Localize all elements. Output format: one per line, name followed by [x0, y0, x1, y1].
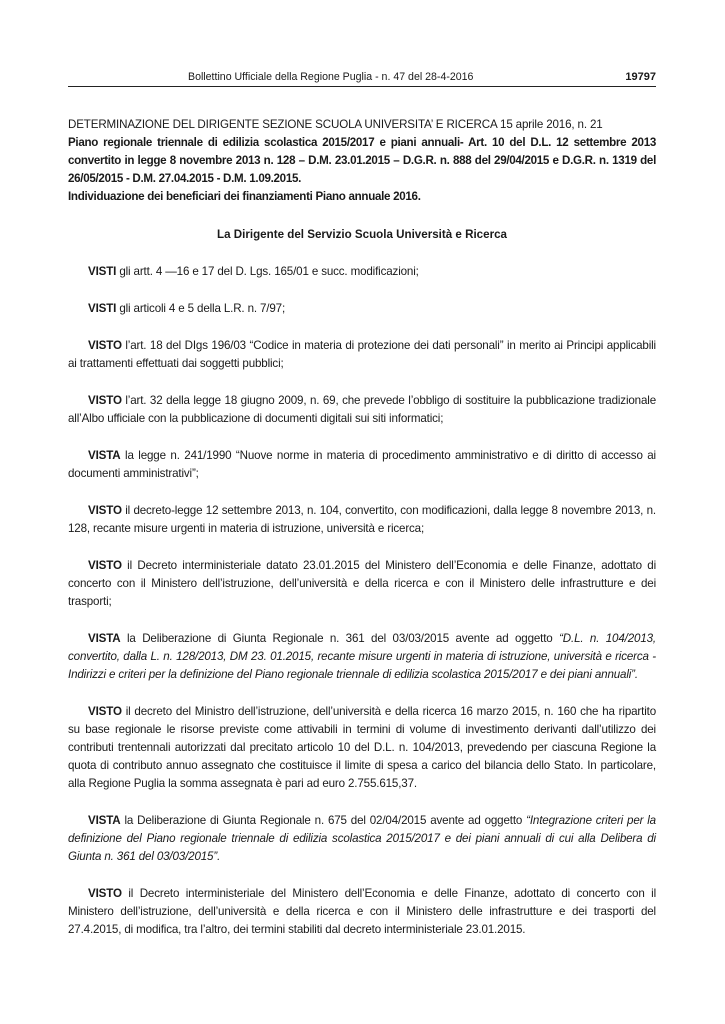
paragraph — [68, 502, 656, 538]
paragraph-text: gli artt. 4 —16 e 17 del D. Lgs. 165/01 e succ. modificazioni; — [116, 265, 419, 278]
paragraph-keyword: VISTI — [88, 302, 117, 315]
paragraph-text: il Decreto interministeriale datato 23.01.2015 del Ministero dell’Economia e delle Finanze, adottato di concerto con il Ministero dell’istruzione, dell’università e della ricerca e con il Ministero delle infrastrutture e dei trasporti; — [68, 559, 656, 608]
paragraph-keyword: VISTO — [88, 339, 122, 352]
paragraph-text: gli articoli 4 e 5 della L.R. n. 7/97; — [116, 302, 286, 315]
paragraph-text: l’art. 18 del DIgs 196/03 “Codice in materia di protezione dei dati personali” in merito ai Principi applicabili ai trattamenti effettuati dai soggetti pubblici; — [68, 339, 656, 370]
paragraph-keyword: VISTI — [88, 265, 117, 278]
paragraph-text: il decreto del Ministro dell’istruzione, dell’università e della ricerca 16 marzo 2015, n. 160 che ha ripartito su base regionale le risorse previste come attivabili in termini di volume di investimento derivanti dall’utilizzo dei contributi trentennali autorizzati dal precitato articolo 10 del D.L. n. 104/2013, prevedendo per ciascuna Regione la quota di contributo annuo assegnato che costituisce il limite di spesa a carico del bilancia dello Stato. In particolare, alla Regione Puglia la somma assegnata è pari ad euro 2.755.615,37. — [68, 705, 656, 790]
paragraph-text: l’art. 32 della legge 18 giugno 2009, n. 69, che prevede l’obbligo di sostituire la pubblicazione tradizionale all’Albo ufficiale con la pubblicazione di documenti digitali sui siti informatici; — [68, 394, 656, 425]
paragraph-italic-text: “Integrazione criteri per la definizione del Piano regionale triennale di edilizia scolastica 2015/2017 e dei piani annuali di cui alla Delibera di Giunta n. 361 del 03/03/2015”. — [68, 814, 656, 863]
page-number: 19797 — [625, 71, 656, 83]
paragraph-keyword: VISTO — [88, 394, 122, 407]
paragraph — [68, 630, 656, 684]
paragraph — [68, 703, 656, 793]
document-body — [68, 116, 656, 939]
paragraph-text: il Decreto interministeriale del Ministero dell’Economia e delle Finanze, adottato di concerto con il Ministero dell’istruzione, dell’università e della ricerca e con il Ministero delle infrastrutture e dei trasporti del 27.4.2015, di modifica, tra l’altro, dei termini stabiliti dal decreto interministeriale 23.01.2015. — [68, 887, 656, 936]
paragraph-keyword: VISTO — [88, 504, 122, 517]
paragraph-keyword: VISTO — [88, 559, 122, 572]
paragraph — [68, 447, 656, 483]
paragraph-text: la legge n. 241/1990 “Nuove norme in materia di procedimento amministrativo e di diritto di accesso ai documenti amministrativi”; — [68, 449, 656, 480]
paragraph — [68, 337, 656, 373]
determination-subject: Piano regionale triennale di edilizia scolastica 2015/2017 e piani annuali- Art. 10 del D.L. 12 settembre 2013 convertito in legge 8 novembre 2013 n. 128 – D.M. 23.01.2015 – D.G.R. n. 888 del 29/04/2015 e D.G.R. n. 1319 del 26/05/2015 - D.M. 27.04.2015 - D.M. 1.09.2015. — [68, 136, 656, 185]
section-heading: La Dirigente del Servizio Scuola Università e Ricerca — [217, 228, 507, 241]
paragraph-text: la Deliberazione di Giunta Regionale n. 361 del 03/03/2015 avente ad oggetto — [120, 632, 560, 645]
paragraph — [68, 263, 656, 281]
paragraph — [68, 812, 656, 866]
paragraph-keyword: VISTA — [88, 632, 121, 645]
paragraph-text: la Deliberazione di Giunta Regionale n. 675 del 02/04/2015 avente ad oggetto — [120, 814, 527, 827]
page-header — [68, 68, 656, 87]
paragraph-keyword: VISTO — [88, 705, 122, 718]
paragraph — [68, 392, 656, 428]
paragraph — [68, 885, 656, 939]
paragraph — [68, 557, 656, 611]
paragraph-keyword: VISTA — [88, 814, 121, 827]
determination-title: DETERMINAZIONE DEL DIRIGENTE SEZIONE SCUOLA UNIVERSITA’ E RICERCA 15 aprile 2016, n. 21 — [68, 118, 603, 131]
paragraph-keyword: VISTO — [88, 887, 122, 900]
paragraph-text: il decreto-legge 12 settembre 2013, n. 104, convertito, con modificazioni, dalla legge 8 novembre 2013, n. 128, recante misure urgenti in materia di istruzione, università e ricerca; — [68, 504, 656, 535]
bulletin-title: Bollettino Ufficiale della Regione Puglia - n. 47 del 28-4-2016 — [188, 71, 474, 83]
determination-subject-line2: Individuazione dei beneficiari dei finanziamenti Piano annuale 2016. — [68, 190, 421, 203]
paragraph-italic-text: “D.L. n. 104/2013, convertito, dalla L. n. 128/2013, DM 23. 01.2015, recante misure urgenti in materia di istruzione, università e ricerca - Indirizzi e criteri per la definizione del Piano regionale triennale di edilizia scolastica 2015/2017 e dei piani annuali”. — [68, 632, 656, 681]
paragraph-keyword: VISTA — [88, 449, 121, 462]
paragraph — [68, 300, 656, 318]
